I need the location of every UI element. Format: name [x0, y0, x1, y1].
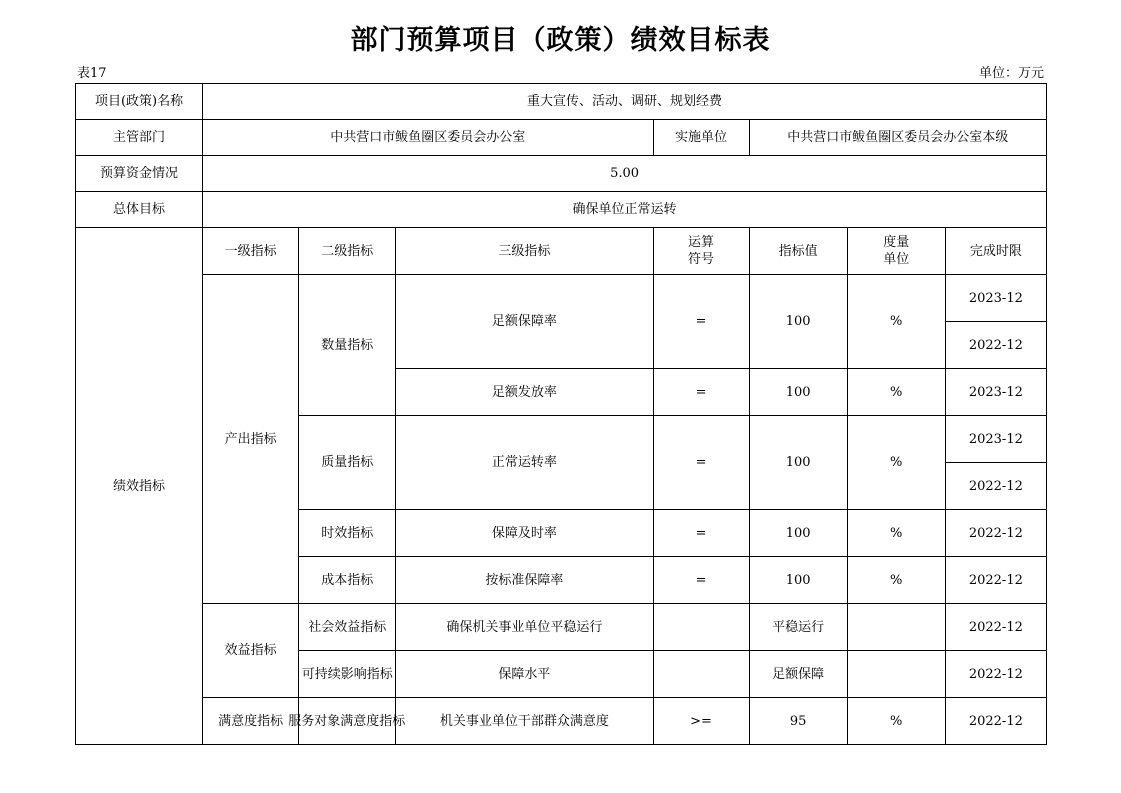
indicators-section-label: 绩效指标 [76, 228, 203, 745]
r5-unit: % [847, 557, 945, 604]
l1-satisfaction: 满意度指标 [203, 698, 299, 745]
project-name-value: 重大宣传、活动、调研、规划经费 [203, 84, 1047, 120]
r6-l3: 确保机关事业单位平稳运行 [396, 604, 653, 651]
r2-unit: % [847, 369, 945, 416]
r5-l3: 按标准保障率 [396, 557, 653, 604]
r4-operator: = [653, 510, 749, 557]
r3-operator: = [653, 416, 749, 510]
r5-operator: = [653, 557, 749, 604]
table-row [76, 604, 1047, 651]
header-unit-line1: 度量 [883, 235, 910, 250]
r3-l3: 正常运转率 [396, 416, 653, 510]
l2-social: 社会效益指标 [299, 604, 396, 651]
overall-goal-label: 总体目标 [76, 192, 203, 228]
r7-unit [847, 651, 945, 698]
header-operator-line1: 运算 [688, 235, 715, 250]
department-value: 中共营口市鲅鱼圈区委员会办公室 [203, 120, 653, 156]
header-operator [653, 228, 749, 275]
r6-unit [847, 604, 945, 651]
l1-benefit: 效益指标 [203, 604, 299, 698]
performance-target-table [75, 83, 1047, 745]
project-name-row [76, 84, 1047, 120]
header-value: 指标值 [749, 228, 847, 275]
r2-value: 100 [749, 369, 847, 416]
header-level2: 二级指标 [299, 228, 396, 275]
implementing-unit-label: 实施单位 [653, 120, 749, 156]
l2-service [288, 698, 406, 745]
r8-deadline: 2022-12 [945, 698, 1046, 745]
header-deadline: 完成时限 [945, 228, 1046, 275]
r1-unit: % [847, 275, 945, 369]
header-unit-line2: 单位 [883, 252, 910, 267]
r1-deadline-a: 2023-12 [945, 275, 1046, 322]
indicator-header-row [76, 228, 1047, 275]
r4-unit: % [847, 510, 945, 557]
r4-deadline: 2022-12 [945, 510, 1046, 557]
r7-deadline: 2022-12 [945, 651, 1046, 698]
r3-deadline-b: 2022-12 [945, 463, 1046, 510]
r1-value: 100 [749, 275, 847, 369]
overall-goal-row [76, 192, 1047, 228]
r7-l3: 保障水平 [396, 651, 653, 698]
r2-deadline: 2023-12 [945, 369, 1046, 416]
r3-value: 100 [749, 416, 847, 510]
l2-sustainable: 可持续影响指标 [299, 651, 396, 698]
r3-unit: % [847, 416, 945, 510]
l2-service-text: 服务对象满意度指标 [288, 713, 406, 729]
header-level1: 一级指标 [203, 228, 299, 275]
budget-label: 预算资金情况 [76, 156, 203, 192]
r3-deadline-a: 2023-12 [945, 416, 1046, 463]
budget-row [76, 156, 1047, 192]
r4-l3: 保障及时率 [396, 510, 653, 557]
page-title: 部门预算项目（政策）绩效目标表 [350, 25, 771, 56]
l2-timeliness: 时效指标 [299, 510, 396, 557]
r2-operator: = [653, 369, 749, 416]
header-operator-line2: 符号 [688, 252, 715, 267]
r6-value: 平稳运行 [749, 604, 847, 651]
r1-l3: 足额保障率 [396, 275, 653, 369]
r7-operator [653, 651, 749, 698]
implementing-unit-value: 中共营口市鲅鱼圈区委员会办公室本级 [749, 120, 1046, 156]
r5-value: 100 [749, 557, 847, 604]
r1-deadline-b: 2022-12 [945, 322, 1046, 369]
r1-operator: = [653, 275, 749, 369]
r8-value: 95 [749, 698, 847, 745]
budget-value: 5.00 [203, 156, 1047, 192]
r5-deadline: 2022-12 [945, 557, 1046, 604]
l2-quantity: 数量指标 [299, 275, 396, 416]
l1-output: 产出指标 [203, 275, 299, 604]
project-name-label: 项目(政策)名称 [76, 84, 203, 120]
r6-deadline: 2022-12 [945, 604, 1046, 651]
unit-label: 单位：万元 [978, 66, 1044, 81]
header-unit [847, 228, 945, 275]
r7-value: 足额保障 [749, 651, 847, 698]
table-number: 表17 [77, 66, 107, 81]
l2-cost: 成本指标 [299, 557, 396, 604]
r4-value: 100 [749, 510, 847, 557]
department-label: 主管部门 [76, 120, 203, 156]
r8-operator: >= [653, 698, 749, 745]
r6-operator [653, 604, 749, 651]
l2-quality: 质量指标 [299, 416, 396, 510]
r8-l3: 机关事业单位干部群众满意度 [396, 698, 653, 745]
r2-l3: 足额发放率 [396, 369, 653, 416]
r8-unit: % [847, 698, 945, 745]
overall-goal-value: 确保单位正常运转 [203, 192, 1047, 228]
table-row [76, 275, 1047, 322]
header-level3: 三级指标 [396, 228, 653, 275]
department-row [76, 120, 1047, 156]
table-row [76, 698, 1047, 745]
